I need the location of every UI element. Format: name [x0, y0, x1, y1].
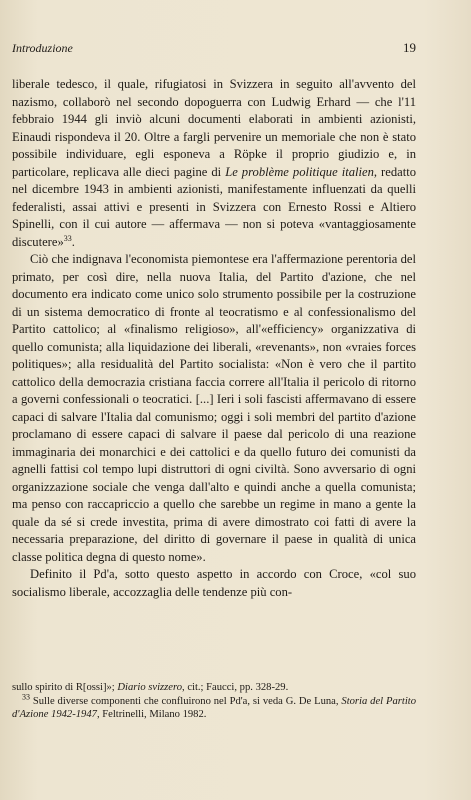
paragraph-1-text-b: , redatto nel dicembre 1943 in ambienti azionisti, manifestamente influenzati da quelli federalisti, assai attivi e presenti in Svizzera con Ernesto Rossi e Altiero Spinelli, con il cui autore — affermava — non si poteva «vantaggiosamente discutere» [12, 164, 416, 249]
body-text [12, 76, 416, 601]
paragraph-1-title: Le problème politique italien [225, 164, 374, 179]
paragraph-1-text-a: liberale tedesco, il quale, rifugiatosi in Svizzera in seguito all'avvento del nazismo, collaborò nel secondo dopoguerra con Ludwig Erhard — che l'11 febbraio 1944 gli inviò alcuni documenti elaborati in ambienti azionisti, Einaudi rispondeva il 20. Oltre a fargli pervenire un memoriale che non è stato possibile individuare, egli esponeva a Röpke il proprio giudizio e, in particolare, replicava alle dieci pagine di [12, 77, 416, 179]
running-head: Introduzione [12, 41, 73, 55]
note-reference-33: 33 [63, 233, 72, 243]
footnote-continued [12, 681, 416, 695]
paragraph-3: Definito il Pd'a, sotto questo aspetto in accordo con Croce, «col suo socialismo liberale, accozzaglia delle tendenze più con- [12, 567, 416, 599]
footnote-33-text-a: Sulle diverse componenti che confluirono nel Pd'a, si veda G. De Luna, [30, 695, 342, 707]
footnote-33-title: Storia del Partito d'Azione 1942-1947 [12, 695, 416, 720]
paragraph-1-text-c: . [71, 234, 75, 249]
footnote-continued-title: Diario svizzero [117, 682, 183, 693]
footnotes [12, 681, 416, 722]
footnote-continued-text-b: , cit.; Faucci, pp. 328-29. [182, 682, 289, 693]
page-number: 19 [403, 40, 416, 55]
page-header [12, 40, 416, 56]
footnote-33-number: 33 [22, 691, 30, 701]
footnote-continued-text-a: sullo spirito di R[ossi]»; [12, 682, 118, 693]
paragraph-1 [12, 76, 416, 251]
footnote-33-text-b: , Feltrinelli, Milano 1982. [96, 709, 207, 720]
footnote-33 [12, 691, 416, 722]
paragraph-2: Ciò che indignava l'economista piemontese era l'affermazione perentoria del primato, per così dire, nella nuova Italia, del Partito d'azione, che nel documento era indicato come unico solo strumento possibile per la costruzione di un sistema democratico di fronte al teocratismo e al confessionalismo del Partito cattolico; al «finalismo religioso», all'«efficiency» organizzativa di quello comunista; alla liquidazione dei liberali, «revenants», non «vraies forces politiques»; alla residualità del Partito socialista: «Non è vero che il partito cattolico della democrazia cristiana faccia correre all'Italia il pericolo di ritorno a governi confessionali o teocratici. [...] Ieri i soli fascisti affermavano di essere capaci di salvare l'Italia dal comunismo; oggi i soli membri del partito d'azione proclamano di essere capaci di salvare il paese dal pericolo di una reazione immaginaria dei monarchici e dei cattolici e da quello futuro dei comunisti da agnelli fattisi col tempo lupi distruttori di ogni civiltà. Sono avversario di ogni organizzazione sociale che venga dall'alto e quindi anche a quella comunista; ma penso con raccapriccio a quello che sarebbe un regime in mano a gente la quale da sé si crede investita, prima di avere dimostrato coi fatti di avere la necessaria preparazione, del diritto di governare il paese in qualità di unica classe politica degna di questo nome». [12, 252, 416, 564]
